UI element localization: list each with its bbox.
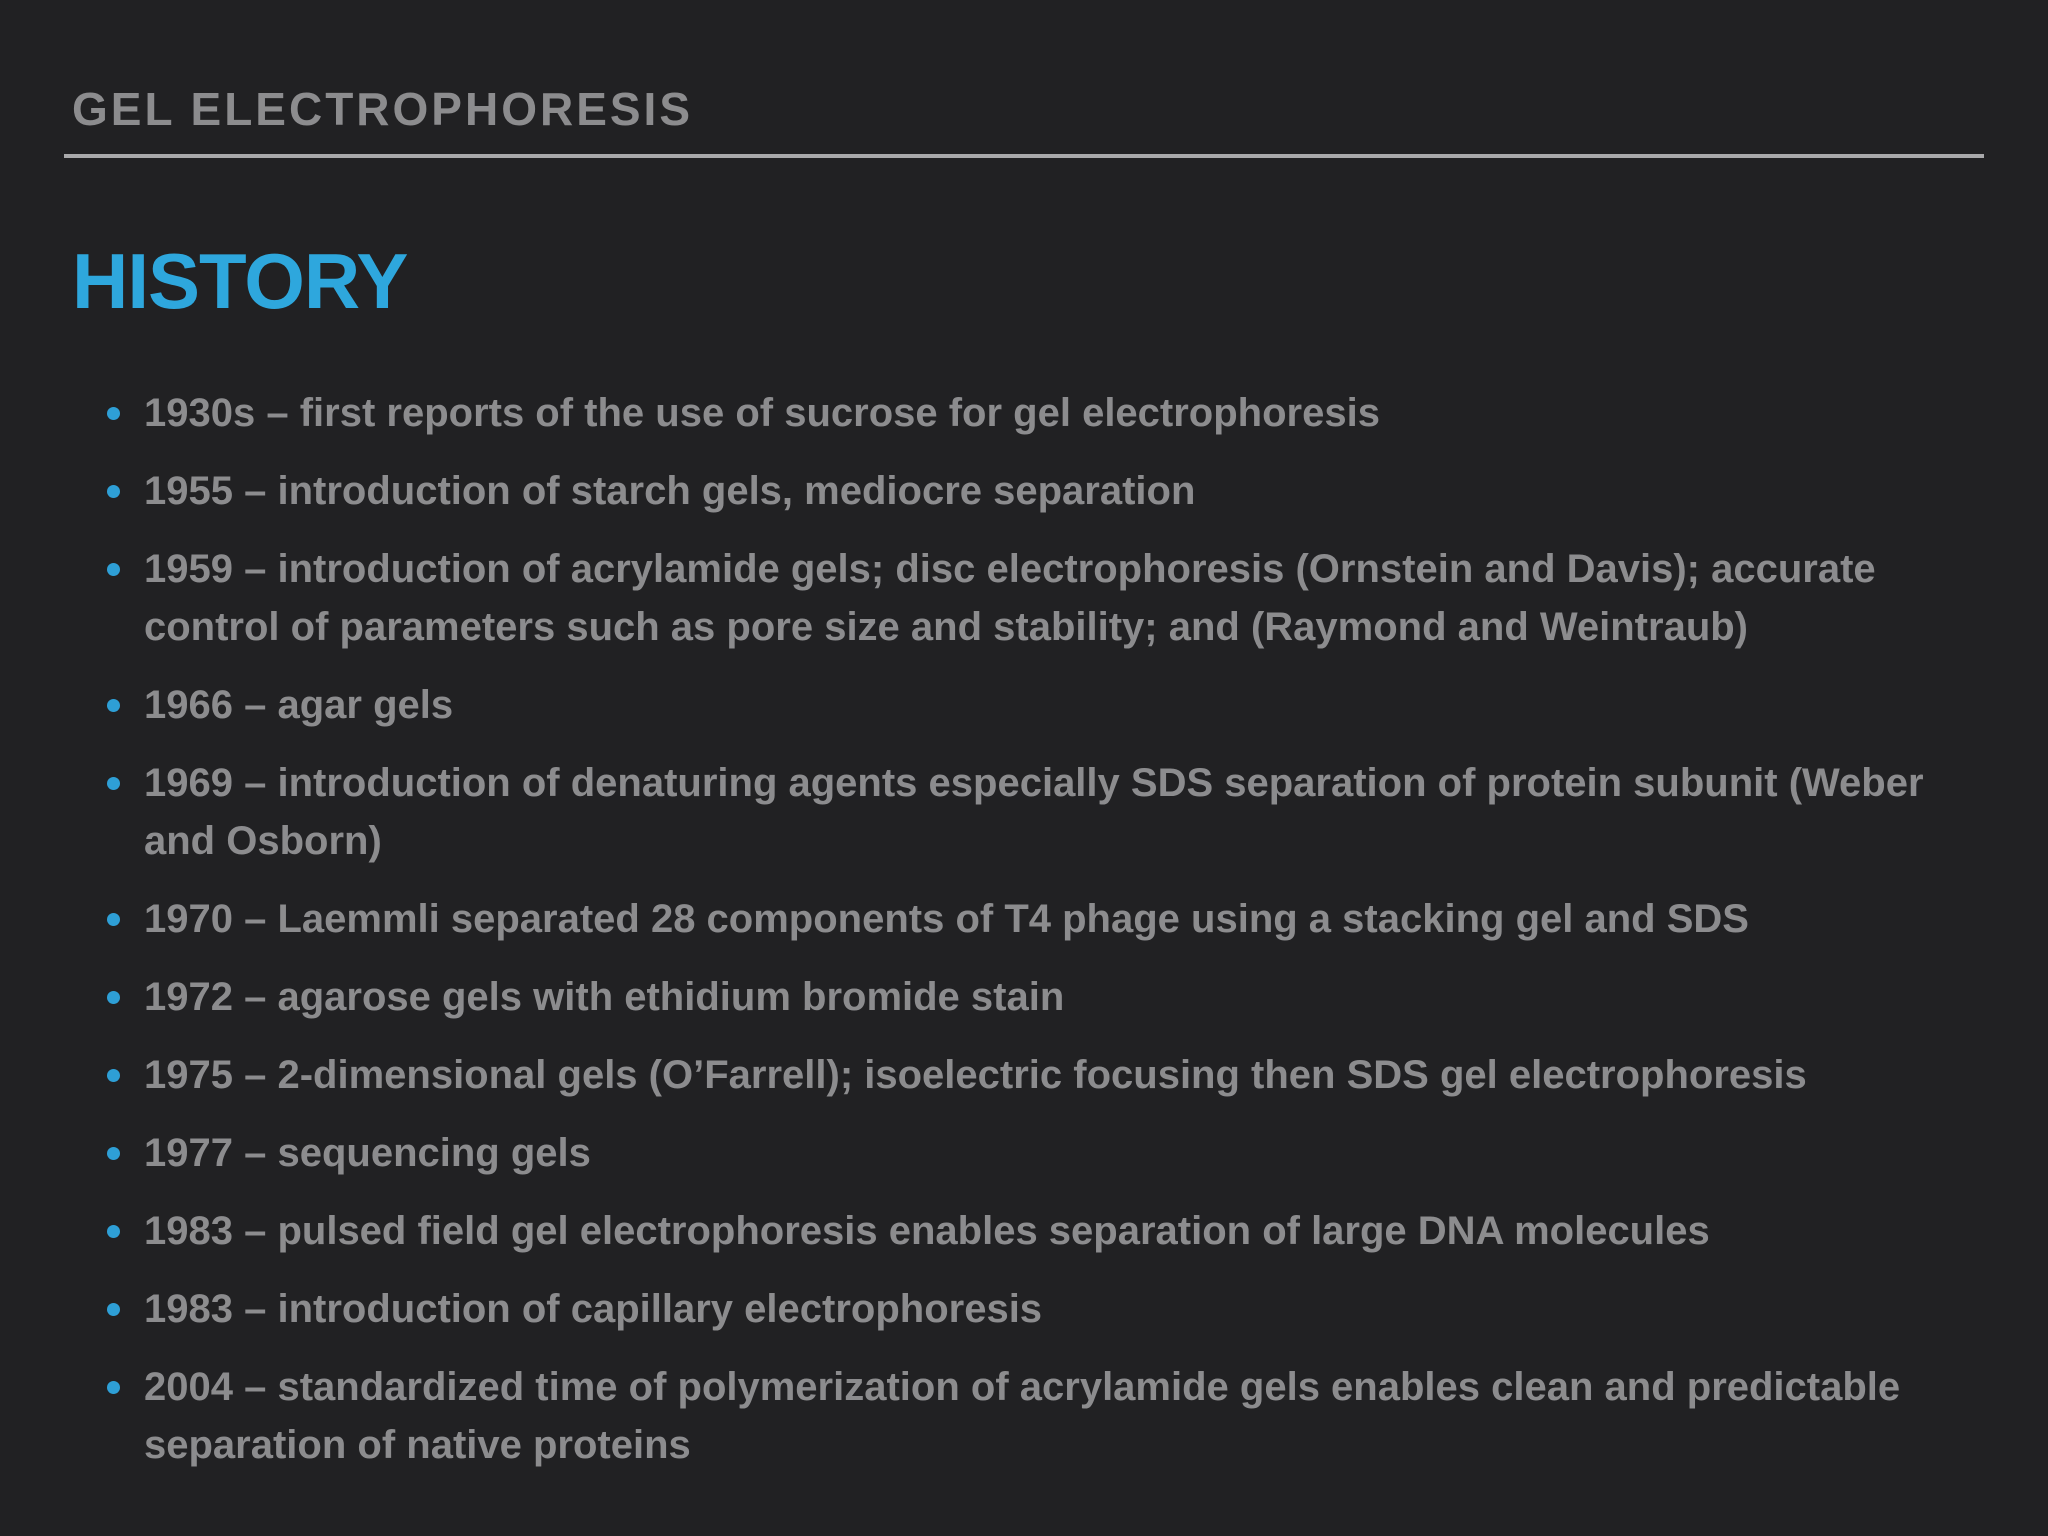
bullet-icon [107,1225,120,1238]
list-item-text: 1983 – pulsed field gel electrophoresis enables separation of large DNA molecules [144,1209,1710,1253]
bullet-icon [107,1069,120,1082]
history-list [104,384,1984,1494]
list-item-text: 2004 – standardized time of polymerization of acrylamide gels enables clean and predictable separation of native proteins [144,1365,1901,1467]
bullet-icon [107,1147,120,1160]
bullet-icon [107,563,120,576]
list-item [104,384,1984,442]
list-item-text: 1970 – Laemmli separated 28 components of T4 phage using a stacking gel and SDS [144,897,1749,941]
list-item [104,540,1984,656]
bullet-icon [107,777,120,790]
section-header: GEL ELECTROPHORESIS [72,83,694,135]
list-item [104,1202,1984,1260]
list-item [104,676,1984,734]
list-item [104,754,1984,870]
list-item-text: 1930s – first reports of the use of sucrose for gel electrophoresis [144,391,1380,435]
list-item-text: 1975 – 2-dimensional gels (O’Farrell); isoelectric focusing then SDS gel electrophoresis [144,1053,1807,1097]
list-item [104,1358,1984,1474]
list-item-text: 1972 – agarose gels with ethidium bromide stain [144,975,1065,1019]
list-item [104,1280,1984,1338]
list-item [104,1046,1984,1104]
list-item [104,890,1984,948]
list-item-text: 1977 – sequencing gels [144,1131,591,1175]
bullet-icon [107,485,120,498]
page-title: HISTORY [72,237,408,325]
list-item [104,968,1984,1026]
bullet-icon [107,1303,120,1316]
bullet-icon [107,699,120,712]
list-item-text: 1966 – agar gels [144,683,454,727]
bullet-icon [107,991,120,1004]
list-item-text: 1983 – introduction of capillary electrophoresis [144,1287,1043,1331]
list-item-text: 1959 – introduction of acrylamide gels; disc electrophoresis (Ornstein and Davis); accurate control of parameters such as pore size and stability; and (Raymond and Weintraub) [144,547,1876,649]
list-item-text: 1969 – introduction of denaturing agents especially SDS separation of protein subunit (Weber and Osborn) [144,761,1924,863]
bullet-icon [107,407,120,420]
list-item-text: 1955 – introduction of starch gels, mediocre separation [144,469,1196,513]
header-divider [64,154,1984,158]
bullet-icon [107,1381,120,1394]
list-item [104,1124,1984,1182]
list-item [104,462,1984,520]
bullet-icon [107,913,120,926]
